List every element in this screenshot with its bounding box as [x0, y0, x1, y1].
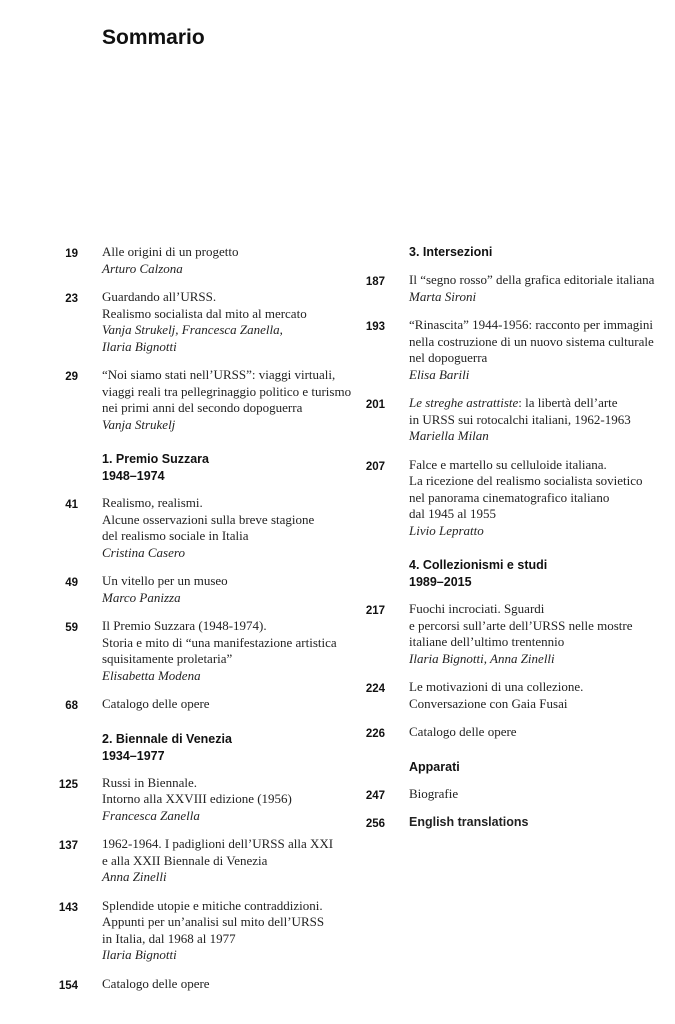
section-heading — [102, 451, 345, 485]
entry-text — [102, 696, 342, 713]
entry-text — [102, 976, 342, 993]
entry-text — [409, 679, 671, 712]
entry-text — [409, 786, 671, 803]
entry-title-line: Storia e mito di “una manifestazione artistica — [102, 634, 337, 650]
section-heading-line: 2. Biennale di Venezia — [102, 731, 232, 746]
entry-author: Ilaria Bignotti, Anna Zinelli — [409, 650, 555, 666]
entry-author: Vanja Strukelj — [102, 416, 176, 432]
section-heading — [409, 557, 675, 591]
section-heading — [409, 759, 675, 776]
entry-author: Vanja Strukelj, Francesca Zanella, — [102, 322, 283, 337]
entry-title-line: e percorsi sull’arte dell’URSS nelle mostre — [409, 617, 633, 633]
page-number: 224 — [365, 683, 385, 695]
toc-entry[interactable] — [0, 976, 345, 993]
section-heading-line: 1948–1974 — [102, 469, 165, 483]
entry-title-line: Conversazione con Gaia Fusai — [409, 695, 568, 711]
page-number: 59 — [65, 622, 78, 634]
entry-title-line: Catalogo delle opere — [409, 724, 517, 739]
toc-entry[interactable] — [0, 244, 345, 277]
entry-text — [409, 724, 671, 741]
section-heading-line: 1. Premio Suzzara — [102, 452, 209, 466]
page-number: 29 — [65, 371, 78, 383]
entry-title-line: Russi in Biennale. — [102, 774, 197, 790]
toc-right-column — [345, 244, 675, 843]
entry-text — [409, 601, 671, 667]
entry-title-line: in Italia, dal 1968 al 1977 — [102, 930, 236, 946]
section-heading — [102, 731, 345, 765]
toc-entry[interactable] — [0, 696, 345, 713]
page-number: 68 — [65, 700, 78, 712]
toc-entry[interactable] — [345, 457, 675, 540]
page-number: 187 — [365, 276, 385, 288]
page-number: 49 — [65, 577, 78, 589]
toc-entry[interactable] — [345, 272, 675, 305]
page-number: 23 — [65, 293, 78, 305]
toc-entry[interactable] — [0, 836, 345, 886]
entry-title-line: “Noi siamo stati nell’URSS”: viaggi virtuali, — [102, 367, 336, 382]
entry-title-line: in URSS sui rotocalchi italiani, 1962-1963 — [409, 411, 631, 427]
page-number: 143 — [58, 901, 78, 914]
section-heading-line: 3. Intersezioni — [409, 245, 493, 259]
toc-left-column — [0, 244, 352, 1004]
entry-author: Elisa Barili — [409, 366, 470, 382]
entry-text — [102, 898, 342, 964]
page-title: Sommario — [102, 26, 205, 49]
toc-entry[interactable] — [345, 786, 675, 803]
entry-title-line: nella costruzione di un nuovo sistema culturale — [409, 333, 654, 349]
page-number: 154 — [58, 979, 78, 992]
entry-title-line: dal 1945 al 1955 — [409, 506, 497, 521]
entry-title-line: viaggi reali tra pellegrinaggio politico e turismo — [102, 383, 352, 399]
entry-text — [102, 618, 342, 684]
entry-title-line: Catalogo delle opere — [102, 975, 210, 991]
entry-title-line: e alla XXII Biennale di Venezia — [102, 852, 268, 868]
entry-title-line: Fuochi incrociati. Sguardi — [409, 601, 545, 616]
toc-entry[interactable] — [345, 395, 675, 445]
entry-text — [409, 317, 671, 383]
toc-entry[interactable] — [345, 317, 675, 383]
entry-author: Cristina Casero — [102, 544, 185, 560]
entry-title-line: nei primi anni del secondo dopoguerra — [102, 400, 303, 415]
section-heading-line: 1989–2015 — [409, 575, 472, 589]
entry-title-line — [409, 395, 671, 412]
entry-title-line: Falce e martello su celluloide italiana. — [409, 456, 607, 472]
page-number: 41 — [65, 499, 78, 511]
entry-author: Arturo Calzona — [102, 260, 183, 276]
entry-title-line: Alle origini di un progetto — [102, 244, 239, 259]
entry-author: Livio Lepratto — [409, 522, 484, 538]
entry-text — [409, 457, 671, 540]
entry-author: Francesca Zanella — [102, 807, 200, 823]
page-number: 226 — [365, 728, 385, 740]
entry-text — [102, 367, 352, 433]
entry-title-line: Le motivazioni di una collezione. — [409, 679, 584, 694]
entry-text — [409, 814, 671, 831]
page-number: 207 — [365, 460, 385, 473]
page-number: 137 — [58, 840, 78, 852]
toc-entry[interactable] — [345, 814, 675, 831]
entry-title-line: del realismo sociale in Italia — [102, 528, 249, 543]
entry-title-line: nel dopoguerra — [409, 350, 488, 365]
entry-author: Ilaria Bignotti — [102, 947, 177, 962]
entry-title-line: nel panorama cinematografico italiano — [409, 489, 610, 505]
entry-title-line: Splendide utopie e mitiche contraddizioni. — [102, 897, 323, 913]
entry-text — [102, 244, 342, 277]
entry-author: Marta Sironi — [409, 288, 477, 304]
toc-entry[interactable] — [0, 367, 352, 433]
entry-text — [409, 395, 671, 445]
toc-entry[interactable] — [345, 679, 675, 712]
entry-text — [102, 573, 342, 606]
entry-text — [102, 495, 342, 561]
entry-title-line: squisitamente proletaria” — [102, 651, 233, 666]
entry-author: Anna Zinelli — [102, 869, 167, 884]
entry-title-italic: Le streghe astrattiste — [409, 395, 519, 410]
page-number: 193 — [365, 321, 385, 333]
page-number: 247 — [365, 789, 385, 802]
toc-entry[interactable] — [0, 495, 345, 561]
entry-title-line: “Rinascita” 1944-1956: racconto per immagini — [409, 317, 654, 332]
entry-author: Mariella Milan — [409, 428, 489, 443]
entry-text — [102, 836, 342, 886]
entry-title-line: Il “segno rosso” della grafica editoriale italiana — [409, 272, 655, 287]
entry-title-line: Il Premio Suzzara (1948-1974). — [102, 618, 267, 633]
entry-title-line: italiane dell’ultimo trentennio — [409, 634, 565, 649]
page-number: 217 — [365, 605, 385, 617]
page-number: 201 — [365, 399, 385, 411]
entry-title-line: La ricezione del realismo socialista sovietico — [409, 473, 643, 488]
entry-title-line: 1962-1964. I padiglioni dell’URSS alla XXI — [102, 836, 334, 851]
entry-title-line: Realismo socialista dal mito al mercato — [102, 305, 307, 321]
toc-entry[interactable] — [0, 775, 345, 825]
section-heading-line: 1934–1977 — [102, 748, 165, 763]
section-heading-line: Apparati — [409, 759, 460, 774]
entry-text — [409, 272, 671, 305]
entry-title-line: Intorno alla XXVIII edizione (1956) — [102, 791, 292, 806]
toc-entry[interactable] — [345, 601, 675, 667]
entry-author: Elisabetta Modena — [102, 667, 201, 683]
page-number: 19 — [65, 248, 78, 260]
entry-title-line: Alcune osservazioni sulla breve stagione — [102, 511, 315, 527]
entry-title-line: Catalogo delle opere — [102, 696, 210, 711]
page-number: 125 — [58, 778, 78, 791]
entry-text — [102, 289, 342, 355]
entry-author: Marco Panizza — [102, 589, 181, 605]
page-number: 256 — [365, 818, 385, 830]
entry-author: Ilaria Bignotti — [102, 338, 177, 354]
entry-title-line: Realismo, realismi. — [102, 495, 203, 510]
toc-entry[interactable] — [0, 898, 345, 964]
section-heading — [409, 244, 675, 261]
entry-title-line: Biografie — [409, 785, 459, 801]
entry-title-rest: : la libertà dell’arte — [518, 395, 618, 410]
toc-entry[interactable] — [0, 573, 345, 606]
entry-title-line: Guardando all’URSS. — [102, 289, 217, 304]
entry-text — [102, 775, 342, 825]
entry-title-line: English translations — [409, 815, 529, 829]
toc-entry[interactable] — [345, 724, 675, 741]
toc-entry[interactable] — [0, 289, 345, 355]
entry-title-line: Appunti per un’analisi sul mito dell’URSS — [102, 914, 325, 929]
section-heading-line: 4. Collezionismi e studi — [409, 558, 548, 572]
toc-entry[interactable] — [0, 618, 345, 684]
entry-title-line: Un vitello per un museo — [102, 573, 228, 588]
